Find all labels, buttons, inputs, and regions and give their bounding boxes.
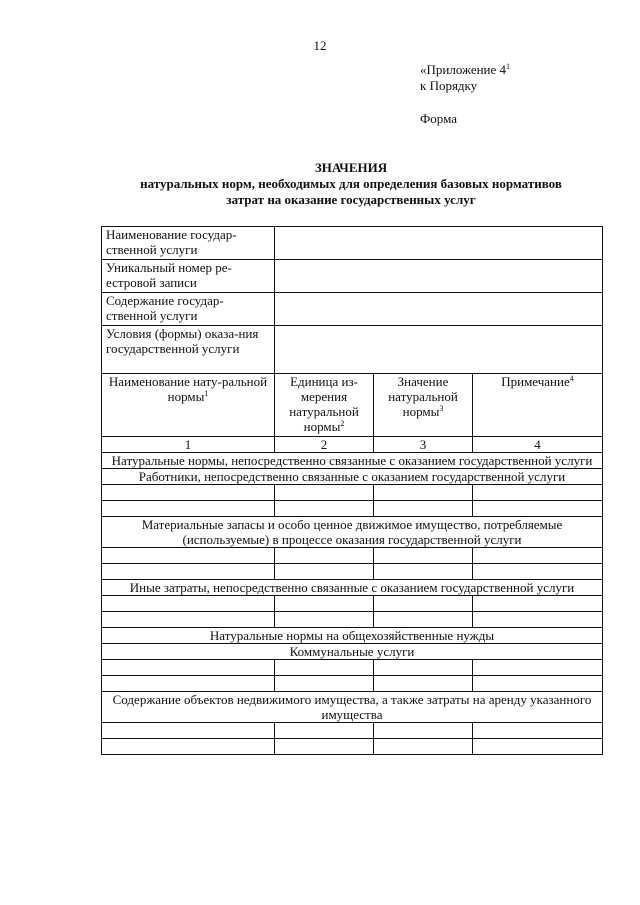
- section-other-costs: Иные затраты, непосредственно связанные с оказанием государственной услуги: [102, 580, 603, 596]
- table-cell[interactable]: [374, 596, 473, 612]
- column-header-row: [102, 374, 603, 437]
- table-cell[interactable]: [473, 739, 603, 755]
- column-number: 2: [275, 437, 374, 453]
- table-cell[interactable]: [374, 660, 473, 676]
- field-row-service-content: [102, 293, 603, 326]
- table-row: [102, 676, 603, 692]
- table-cell[interactable]: [473, 485, 603, 501]
- table-cell[interactable]: [473, 676, 603, 692]
- table-cell[interactable]: [473, 564, 603, 580]
- column-header-text: Единица из-мерения натуральной нормы: [289, 374, 359, 434]
- column-header-text: Наименование нату-ральной нормы: [108, 374, 268, 404]
- table-cell[interactable]: [374, 723, 473, 739]
- appendix-superscript: 1: [506, 62, 511, 71]
- table-row: [102, 564, 603, 580]
- table-cell[interactable]: [102, 485, 275, 501]
- table-cell[interactable]: [473, 548, 603, 564]
- footnote-mark: 3: [439, 404, 444, 413]
- table-cell[interactable]: [275, 612, 374, 628]
- column-header-text: Примечание: [501, 374, 570, 389]
- title-line-3: затрат на оказание государственных услуг: [226, 192, 476, 207]
- appendix-title: «Приложение 4: [420, 62, 507, 77]
- table-cell[interactable]: [102, 612, 275, 628]
- section-row: [102, 517, 603, 548]
- section-row: [102, 453, 603, 469]
- footnote-mark: 4: [569, 374, 574, 383]
- table-cell[interactable]: [102, 501, 275, 517]
- column-number-row: [102, 437, 603, 453]
- table-cell[interactable]: [102, 676, 275, 692]
- norms-table: [101, 226, 603, 755]
- table-cell[interactable]: [374, 739, 473, 755]
- title-line-2: натуральных норм, необходимых для определения базовых нормативов: [140, 176, 562, 191]
- field-label: Наименование государ-ственной услуги: [102, 227, 275, 260]
- appendix-line-1: [420, 62, 510, 78]
- section-direct-norms: Натуральные нормы, непосредственно связанные с оказанием государственной услуги: [102, 453, 603, 469]
- section-row: [102, 692, 603, 723]
- table-cell[interactable]: [275, 723, 374, 739]
- section-general-needs: Натуральные нормы на общехозяйственные нужды: [102, 628, 603, 644]
- page-number: 12: [313, 38, 327, 53]
- table-cell[interactable]: [275, 660, 374, 676]
- field-label: Уникальный номер ре-естровой записи: [102, 260, 275, 293]
- table-row: [102, 739, 603, 755]
- footnote-mark: 1: [204, 389, 209, 398]
- column-header-value: [374, 374, 473, 437]
- title-line-1: ЗНАЧЕНИЯ: [314, 160, 388, 175]
- field-row-registry-number: [102, 260, 603, 293]
- document-title: [96, 160, 606, 208]
- table-cell[interactable]: [275, 739, 374, 755]
- table-cell[interactable]: [374, 548, 473, 564]
- column-number: 4: [473, 437, 603, 453]
- table-cell[interactable]: [275, 501, 374, 517]
- field-label: Условия (формы) оказа-ния государственной услуги: [102, 326, 275, 374]
- table-row: [102, 596, 603, 612]
- table-cell[interactable]: [275, 676, 374, 692]
- column-header-text: Значение натуральной нормы: [388, 374, 458, 419]
- table-row: [102, 660, 603, 676]
- field-row-service-name: [102, 227, 603, 260]
- table-cell[interactable]: [374, 676, 473, 692]
- table-cell[interactable]: [275, 596, 374, 612]
- table-cell[interactable]: [102, 564, 275, 580]
- field-row-service-conditions: [102, 326, 603, 374]
- table-cell[interactable]: [102, 723, 275, 739]
- table-cell[interactable]: [473, 596, 603, 612]
- field-value[interactable]: [275, 260, 603, 293]
- table-row: [102, 485, 603, 501]
- field-value[interactable]: [275, 293, 603, 326]
- section-row: [102, 580, 603, 596]
- section-row: [102, 628, 603, 644]
- table-cell[interactable]: [473, 660, 603, 676]
- table-cell[interactable]: [473, 501, 603, 517]
- table-cell[interactable]: [374, 485, 473, 501]
- section-real-estate: Содержание объектов недвижимого имущества, а также затраты на аренду указанного имущества: [102, 692, 603, 723]
- column-header-note: [473, 374, 603, 437]
- table-cell[interactable]: [374, 564, 473, 580]
- table-row: [102, 723, 603, 739]
- field-value[interactable]: [275, 227, 603, 260]
- table-cell[interactable]: [275, 564, 374, 580]
- column-header-unit: [275, 374, 374, 437]
- table-row: [102, 548, 603, 564]
- table-row: [102, 501, 603, 517]
- section-row: [102, 644, 603, 660]
- table-cell[interactable]: [102, 660, 275, 676]
- table-cell[interactable]: [473, 612, 603, 628]
- column-number: 3: [374, 437, 473, 453]
- field-value[interactable]: [275, 326, 603, 374]
- table-cell[interactable]: [102, 596, 275, 612]
- table-cell[interactable]: [473, 723, 603, 739]
- section-utilities: Коммунальные услуги: [102, 644, 603, 660]
- column-header-norm-name: [102, 374, 275, 437]
- table-cell[interactable]: [374, 501, 473, 517]
- column-number: 1: [102, 437, 275, 453]
- appendix-line-2: к Порядку: [420, 78, 478, 93]
- form-label: Форма: [420, 111, 457, 126]
- table-cell[interactable]: [275, 548, 374, 564]
- field-label: Содержание государ-ственной услуги: [102, 293, 275, 326]
- appendix-reference: [420, 62, 510, 94]
- table-cell[interactable]: [374, 612, 473, 628]
- section-workers: Работники, непосредственно связанные с оказанием государственной услуги: [102, 469, 603, 485]
- section-materials: Материальные запасы и особо ценное движимое имущество, потребляемые (используемые) в процессе оказания государственной услуги: [102, 517, 603, 548]
- table-row: [102, 612, 603, 628]
- footnote-mark: 2: [340, 419, 345, 428]
- table-cell[interactable]: [102, 548, 275, 564]
- table-cell[interactable]: [275, 485, 374, 501]
- table-cell[interactable]: [102, 739, 275, 755]
- section-row: [102, 469, 603, 485]
